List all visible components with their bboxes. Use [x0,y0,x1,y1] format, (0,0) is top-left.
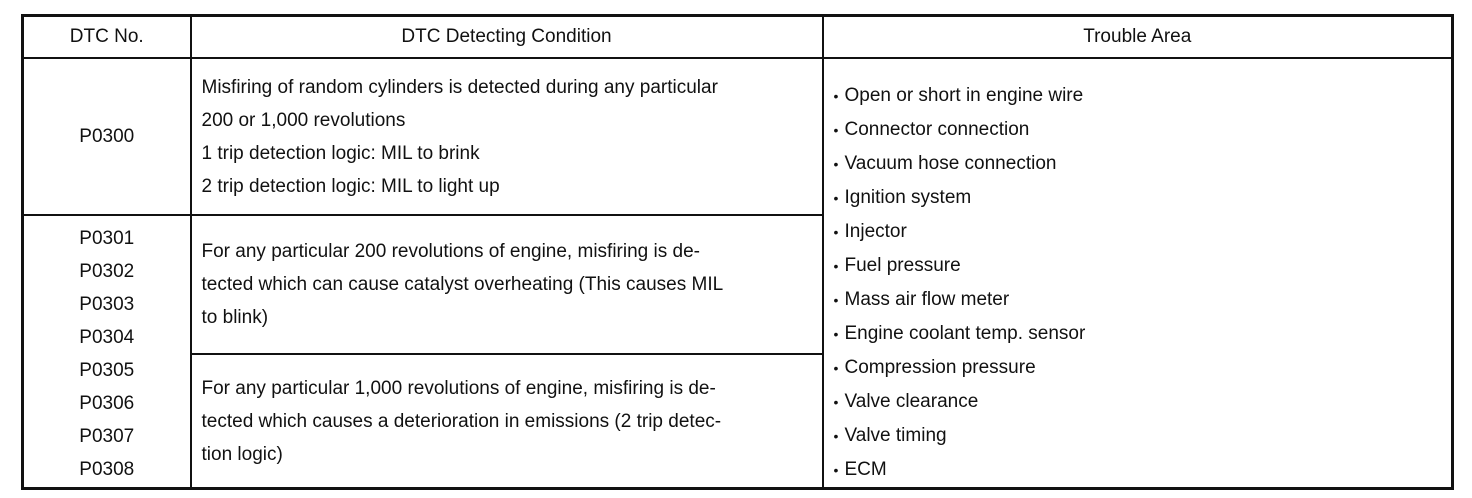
trouble-area-item: Injector [844,221,907,242]
header-dtc-no: DTC No. [23,16,191,59]
bullet-icon: • [833,224,839,240]
dtc-code: P0302 [79,260,135,282]
bullet-icon: • [833,122,839,138]
detecting-condition-cell [191,215,823,354]
trouble-area-item: Ignition system [844,187,972,208]
list-item [834,249,1452,283]
header-trouble-area: Trouble Area [823,16,1453,59]
bullet-icon: • [833,428,839,444]
list-item [834,317,1452,351]
bullet-icon: • [833,88,839,104]
trouble-area-item: Open or short in engine wire [844,85,1084,106]
condition-line: Misfiring of random cylinders is detected during any particular [201,76,718,98]
list-item [834,147,1452,181]
trouble-area-item: Mass air flow meter [844,289,1010,310]
condition-line: For any particular 200 revolutions of engine, misfiring is de- [201,241,700,262]
trouble-area-item: Vacuum hose connection [844,153,1057,174]
trouble-area-item: Fuel pressure [844,255,961,276]
bullet-icon: • [833,292,839,308]
header-detecting-condition: DTC Detecting Condition [191,16,823,59]
dtc-number-cell [23,58,191,215]
condition-line: to blink) [201,307,269,328]
condition-line: tected which can cause catalyst overheating (This causes MIL [201,274,724,295]
list-item [834,385,1452,419]
dtc-number-cell [23,215,191,489]
trouble-area-item: ECM [844,459,887,480]
list-item [834,419,1452,453]
bullet-icon: • [833,326,839,342]
list-item [834,215,1452,249]
list-item [834,79,1452,113]
trouble-area-cell [823,58,1453,489]
trouble-area-list [834,79,1452,487]
dtc-code: P0305 [79,359,135,381]
bullet-icon: • [833,394,839,410]
table-row [23,58,1453,215]
list-item [834,113,1452,147]
header-row [23,16,1453,59]
condition-line: For any particular 1,000 revolutions of engine, misfiring is de- [201,377,716,399]
bullet-icon: • [833,360,839,376]
condition-line: 1 trip detection logic: MIL to brink [201,142,480,164]
trouble-area-item: Valve clearance [844,391,979,412]
list-item [834,181,1452,215]
condition-line: tion logic) [201,443,283,465]
list-item [834,351,1452,385]
condition-line: tected which causes a deterioration in emissions (2 trip detec- [201,410,722,432]
dtc-code: P0306 [79,392,135,414]
condition-line: 200 or 1,000 revolutions [201,109,406,131]
trouble-area-item: Compression pressure [844,357,1036,378]
dtc-code: P0303 [79,293,135,315]
detecting-condition-cell [191,58,823,215]
trouble-area-item: Engine coolant temp. sensor [844,323,1086,344]
dtc-code: P0304 [79,326,135,348]
dtc-code: P0307 [79,425,135,447]
condition-line: 2 trip detection logic: MIL to light up [201,175,500,197]
list-item [834,453,1452,487]
dtc-code: P0308 [79,458,135,480]
trouble-area-item: Connector connection [844,119,1030,140]
bullet-icon: • [833,462,839,478]
bullet-icon: • [833,258,839,274]
dtc-code: P0300 [79,126,135,147]
trouble-area-item: Valve timing [844,425,947,446]
dtc-code: P0301 [79,227,135,249]
bullet-icon: • [833,156,839,172]
list-item [834,283,1452,317]
bullet-icon: • [833,190,839,206]
detecting-condition-cell [191,354,823,489]
dtc-table [21,14,1454,490]
